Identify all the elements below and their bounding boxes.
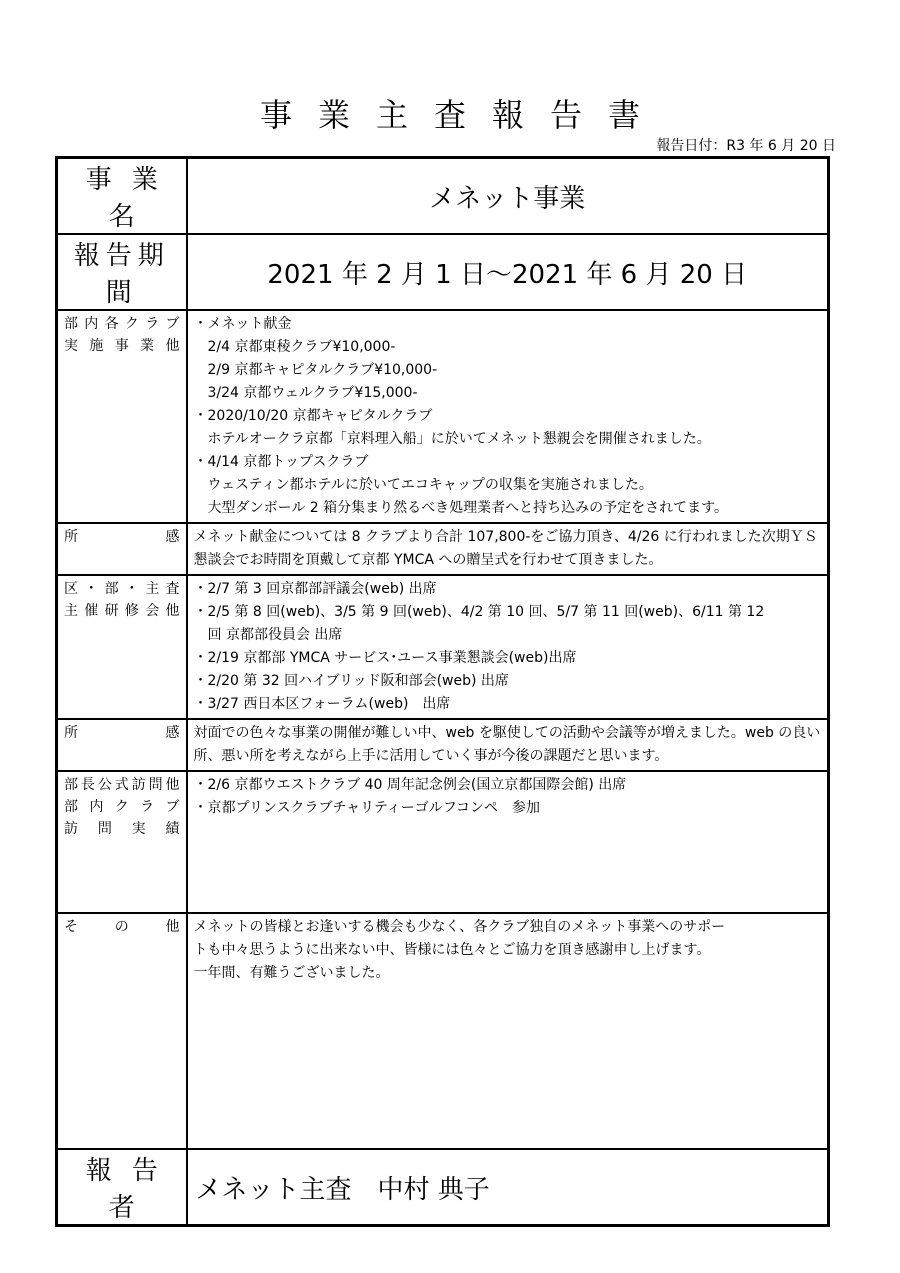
row-club-activities	[57, 310, 829, 523]
body-line: ホテルオークラ京都「京料理入船」に於いてメネット懇親会を開催されました。	[193, 431, 711, 447]
row-thoughts-2	[57, 719, 829, 771]
report-period-label: 報告期間	[57, 234, 187, 310]
report-table	[55, 156, 830, 1227]
body-line: メネットの皆様とお逢いする機会も少なく、各クラブ独自のメネット事業へのサポー	[193, 919, 726, 935]
body-line: ・2020/10/20 京都キャピタルクラブ	[193, 408, 433, 424]
label-line: 区・部・主査	[64, 581, 180, 597]
row-official-visits	[57, 771, 829, 913]
body-line: 3/24 京都ウェルクラブ¥15,000-	[193, 385, 418, 401]
body-line: ・京都プリンスクラブチャリティーゴルフコンペ 参加	[193, 800, 540, 816]
official-visits-label	[57, 771, 187, 913]
label-line: 訪問実績	[64, 821, 180, 837]
report-period-value: 2021 年 2 月 1 日～2021 年 6 月 20 日	[187, 234, 829, 310]
document-title: 事業主査報告書	[259, 96, 666, 134]
label-line: 部内各クラブ	[64, 316, 180, 332]
body-line: 大型ダンボール 2 箱分集まり然るべき処理業者へと持ち込みの予定をされてます。	[193, 500, 729, 516]
body-line: トも中々思うように出来ない中、皆様には色々とご協力を頂き感謝申し上げます。	[193, 942, 711, 958]
thoughts-1-label	[57, 523, 187, 575]
label-line: 実施事業他	[64, 338, 180, 354]
club-activities-label	[57, 310, 187, 523]
other-body	[187, 913, 829, 1149]
body-line: ・2/7 第 3 回京都部評議会(web) 出席	[193, 581, 437, 597]
body-line: ・2/20 第 32 回ハイブリッド阪和部会(web) 出席	[193, 673, 509, 689]
label-line: 所感	[64, 725, 180, 741]
thoughts-1-body	[187, 523, 829, 575]
report-date: 報告日付：R3 年 6 月 20 日	[656, 138, 836, 154]
body-line: ・2/5 第 8 回(web)、3/5 第 9 回(web)、4/2 第 10 回、5/7 第 11 回(web)、6/11 第 12	[193, 604, 765, 620]
body-line: 2/4 京都東稜クラブ¥10,000-	[193, 339, 396, 355]
row-other	[57, 913, 829, 1149]
body-line: ウェスティン都ホテルに於いてエコキャップの収集を実施されました。	[193, 477, 653, 493]
body-line: ・2/6 京都ウエストクラブ 40 周年記念例会(国立京都国際会館) 出席	[193, 777, 627, 793]
label-line: その他	[64, 919, 180, 935]
thoughts-2-body	[187, 719, 829, 771]
study-meetings-label	[57, 575, 187, 719]
reporter-label: 報告者	[57, 1149, 187, 1226]
row-reporter	[57, 1149, 829, 1226]
row-project-name	[57, 158, 829, 235]
other-label	[57, 913, 187, 1149]
body-line: 回 京都部役員会 出席	[193, 627, 343, 643]
body-paragraph: 対面での色々な事業の開催が難しい中、web を駆使しての活動や会議等が増えました。web の良い所、悪い所を考えながら上手に活用していく事が今後の課題だと思います。	[193, 725, 821, 764]
study-meetings-body	[187, 575, 829, 719]
body-line: ・2/19 京都部 YMCA サービス･ユース事業懇談会(web)出席	[193, 650, 577, 666]
body-line: ・メネット献金	[193, 316, 292, 332]
project-name-value: メネット事業	[187, 158, 829, 235]
body-line: 2/9 京都キャピタルクラブ¥10,000-	[193, 362, 438, 378]
label-line: 部長公式訪問他	[64, 777, 180, 793]
body-line: ・3/27 西日本区フォーラム(web) 出席	[193, 696, 451, 712]
row-study-meetings	[57, 575, 829, 719]
thoughts-2-label	[57, 719, 187, 771]
label-line: 所感	[64, 529, 180, 545]
label-line: 主催研修会他	[64, 603, 180, 619]
club-activities-body	[187, 310, 829, 523]
official-visits-body	[187, 771, 829, 913]
body-line: ・4/14 京都トップスクラブ	[193, 454, 369, 470]
row-thoughts-1	[57, 523, 829, 575]
body-line: 一年間、有難うございました。	[193, 965, 390, 981]
body-paragraph: メネット献金については 8 クラブより合計 107,800-をご協力頂き、4/26 に行われました次期ＹＳ懇談会でお時間を頂戴して京都 YMCA への贈呈式を行わせて頂きました。	[193, 529, 818, 568]
reporter-value: メネット主査 中村 典子	[187, 1149, 829, 1226]
label-line: 部内クラブ	[64, 799, 180, 815]
project-name-label: 事業名	[57, 158, 187, 235]
row-report-period	[57, 234, 829, 310]
